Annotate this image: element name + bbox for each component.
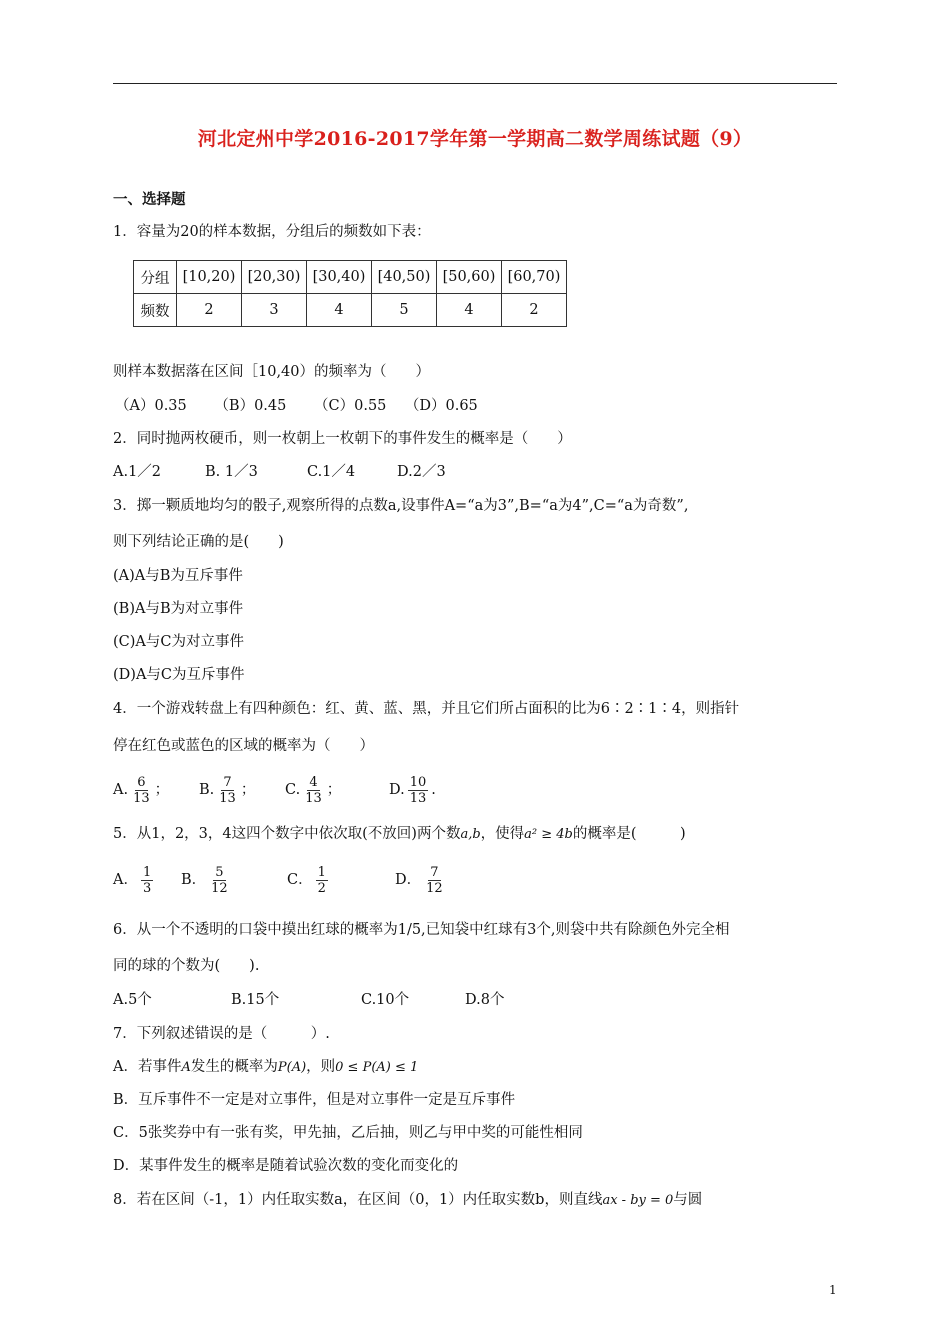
numerator: 1: [142, 864, 152, 880]
denominator: 13: [133, 790, 150, 806]
q7-option-c: C．5张奖券中有一张有奖，甲先抽，乙后抽，则乙与甲中奖的可能性相同: [113, 1125, 583, 1141]
q3-option-d: (D)A与C为互斥事件: [113, 667, 245, 683]
option-label: C.: [285, 782, 301, 798]
q2-options: [113, 462, 446, 482]
option-label: C．: [287, 872, 313, 888]
frequency-table: [133, 260, 567, 327]
option-a: A.5个: [113, 992, 152, 1008]
table-cell: 4: [307, 294, 372, 327]
q5-stem-mid: ，使得: [480, 826, 525, 842]
option-b: （B）0.45: [214, 398, 287, 414]
q6-options: [113, 990, 504, 1010]
fraction: [131, 775, 152, 806]
q7-option-d: D．某事件发生的概率是随着试验次数的变化而变化的: [113, 1158, 459, 1174]
q1-options: [115, 396, 478, 416]
q3-option-b: (B)A与B为对立事件: [113, 601, 244, 617]
option-suffix: ；: [326, 782, 342, 798]
table-header-cell: 频数: [134, 294, 177, 327]
q8-stem: [113, 1190, 702, 1211]
q5-stem-pre: 5．从1，2，3，4这四个数字中依次取(不放回)两个数: [113, 826, 461, 842]
option-b: [199, 772, 285, 808]
option-label: A.: [113, 782, 129, 798]
denominator: 12: [426, 880, 443, 896]
option-label: A．: [113, 872, 138, 888]
option-b: [181, 862, 287, 898]
numerator: 5: [215, 864, 224, 880]
table-cell: 2: [502, 294, 567, 327]
q5-stem: [113, 824, 686, 845]
option-c: [285, 772, 389, 808]
fraction: [408, 775, 429, 806]
option-c: C.10个: [361, 992, 410, 1008]
option-d: [395, 864, 448, 896]
option-c: [287, 862, 395, 898]
q6-stem-line1: 6．从一个不透明的口袋中摸出红球的概率为1/5,已知袋中红球有3个,则袋中共有除颜色外完全相: [113, 922, 730, 938]
q5-stem-post: 的概率是( ): [572, 826, 686, 842]
numerator: 7: [223, 774, 232, 790]
page-title: 河北定州中学2016-2017学年第一学期高二数学周练试题（9）: [197, 128, 753, 150]
header-rule: [113, 83, 837, 84]
q4-stem-line1: 4．一个游戏转盘上有四种颜色：红、黄、蓝、黑，并且它们所占面积的比为6∶2∶1∶4，则指针: [113, 701, 740, 717]
q1-stem: 1．容量为20的样本数据，分组后的频数如下表：: [113, 224, 431, 240]
q7-stem: 7．下列叙述错误的是（ ）.: [113, 1026, 330, 1042]
q3-option-a: (A)A与B为互斥事件: [113, 568, 243, 584]
denominator: 3: [142, 880, 152, 896]
option-a-mid2: ，则: [306, 1059, 336, 1075]
fraction: [141, 865, 153, 896]
option-label: B.: [199, 782, 215, 798]
option-suffix: ；: [240, 782, 256, 798]
option-d: D.2／3: [397, 464, 446, 480]
table-row: [134, 294, 567, 327]
table-cell: 3: [242, 294, 307, 327]
q4-stem-line2: 停在红色或蓝色的区域的概率为（ ）: [113, 738, 374, 754]
option-a: [113, 772, 199, 808]
event-var: A: [181, 1060, 191, 1075]
fraction: [209, 865, 230, 896]
q3-option-c: (C)A与C为对立事件: [113, 634, 244, 650]
option-a: （A）0.35: [115, 398, 187, 414]
option-suffix: ；: [154, 782, 170, 798]
q4-options: [113, 772, 436, 808]
q3-stem-line1: 3．掷一颗质地均匀的骰子,观察所得的点数a,设事件A=“a为3”,B=“a为4”,C=“a为奇数”,: [113, 498, 689, 514]
numerator: 10: [409, 774, 427, 790]
table-cell: [30,40): [307, 261, 372, 294]
fraction: [316, 865, 328, 896]
q6-stem-line2: 同的球的个数为( ).: [113, 958, 260, 974]
q5-condition: a² ≥ 4b: [524, 827, 573, 842]
prob-expr: P(A): [277, 1060, 307, 1075]
option-a: A.1／2: [113, 464, 162, 480]
table-header-cell: 分组: [134, 261, 177, 294]
option-a: [113, 862, 181, 898]
numerator: 4: [309, 774, 318, 790]
table-cell: [20,30): [242, 261, 307, 294]
fraction: [424, 865, 445, 896]
denominator: 13: [219, 790, 236, 806]
option-c: （C）0.55: [314, 398, 387, 414]
q2-stem: 2．同时抛两枚硬币，则一枚朝上一枚朝下的事件发生的概率是（ ）: [113, 431, 572, 447]
table-cell: 4: [437, 294, 502, 327]
option-a-pre: A．若事件: [113, 1059, 182, 1075]
option-b: B. 1／3: [205, 464, 258, 480]
option-suffix: .: [431, 782, 436, 798]
numerator: 6: [137, 774, 146, 790]
table-cell: [50,60): [437, 261, 502, 294]
line-equation: ax - by = 0: [602, 1193, 674, 1208]
denominator: 2: [317, 880, 326, 896]
option-c: C.1／4: [307, 464, 356, 480]
option-b: B.15个: [231, 992, 280, 1008]
numerator: 1: [317, 864, 326, 880]
section-heading: 一、选择题: [113, 191, 186, 208]
q3-stem-line2: 则下列结论正确的是( ): [113, 534, 284, 550]
denominator: 13: [305, 790, 322, 806]
denominator: 13: [409, 790, 427, 806]
table-cell: [60,70): [502, 261, 567, 294]
q1-question: 则样本数据落在区间［10,40）的频率为（ ）: [113, 364, 431, 380]
option-d: [389, 774, 436, 806]
option-label: B．: [181, 872, 207, 888]
denominator: 12: [211, 880, 228, 896]
fraction: [303, 775, 324, 806]
table-cell: [10,20): [177, 261, 242, 294]
option-d: D.8个: [465, 992, 505, 1008]
table-cell: 2: [177, 294, 242, 327]
q7-option-b: B．互斥事件不一定是对立事件，但是对立事件一定是互斥事件: [113, 1092, 516, 1108]
option-a-mid: 发生的概率为: [190, 1059, 278, 1075]
numerator: 7: [430, 864, 439, 880]
option-label: D.: [389, 782, 405, 798]
table-cell: [40,50): [372, 261, 437, 294]
q5-vars: a,b: [460, 827, 481, 842]
q5-options: [113, 862, 448, 898]
table-cell: 5: [372, 294, 437, 327]
q8-stem-post: 与圆: [673, 1192, 703, 1208]
option-label: D．: [395, 872, 422, 888]
option-d: （D）0.65: [404, 398, 478, 414]
q8-stem-pre: 8．若在区间（-1，1）内任取实数a，在区间（0，1）内任取实数b，则直线: [113, 1192, 603, 1208]
prob-range: 0 ≤ P(A) ≤ 1: [335, 1060, 419, 1075]
q7-option-a: [113, 1057, 418, 1078]
table-row: [134, 261, 567, 294]
page-number: 1: [829, 1283, 837, 1297]
fraction: [217, 775, 238, 806]
